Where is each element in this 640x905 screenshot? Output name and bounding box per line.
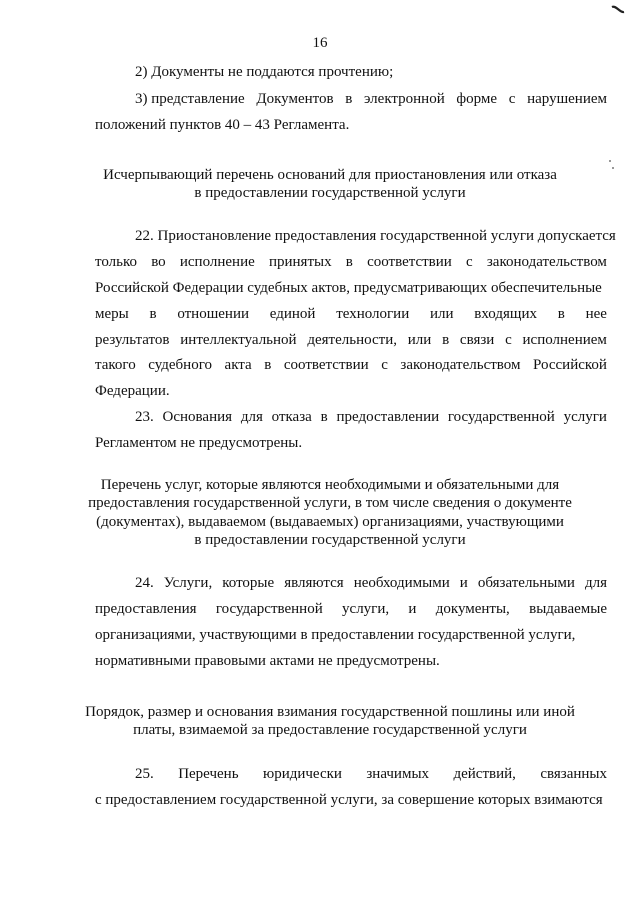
- word: акта: [224, 357, 252, 373]
- item-3-line-1: [135, 90, 607, 108]
- word: Документов: [256, 91, 334, 107]
- word: 24.: [135, 575, 154, 591]
- word: исполнение: [179, 254, 255, 270]
- word: документы,: [435, 601, 510, 617]
- word: соответствии: [283, 357, 369, 373]
- word: 25.: [135, 766, 154, 782]
- word: Российской: [533, 357, 607, 373]
- word: единой: [269, 306, 316, 322]
- word: интеллектуальной: [180, 332, 297, 348]
- paragraph-22-line-5: [95, 331, 607, 349]
- paragraph-22-line-7: Федерации.: [95, 383, 170, 399]
- paragraph-22-line-6: [95, 356, 607, 374]
- word: выдаваемые: [529, 601, 607, 617]
- word: которые: [222, 575, 275, 591]
- word: меры: [95, 306, 129, 322]
- scan-mark-icon: [610, 4, 626, 18]
- word: электронной: [364, 91, 445, 107]
- word: Перечень: [178, 766, 239, 782]
- paragraph-24-line-3: организациями, участвующими в предоставлении государственной услуги,: [95, 627, 576, 643]
- paragraph-22-line-3: Российской Федерации судебных актов, предусматривающих обеспечительные: [95, 280, 602, 296]
- word: в: [345, 91, 353, 107]
- word: в: [345, 254, 353, 270]
- word: законодательством: [400, 357, 521, 373]
- paragraph-24-line-4: нормативными правовыми актами не предусмотрены.: [95, 653, 440, 669]
- word: услуги: [563, 409, 607, 425]
- word: являются: [284, 575, 344, 591]
- word: для: [240, 409, 263, 425]
- word: с: [508, 91, 516, 107]
- word: в: [557, 306, 565, 322]
- word: такого: [95, 357, 136, 373]
- word: или: [407, 332, 432, 348]
- word: во: [151, 254, 166, 270]
- word: только: [95, 254, 138, 270]
- word: с: [381, 357, 388, 373]
- page-number: 16: [312, 35, 328, 51]
- word: с: [505, 332, 512, 348]
- word: форме: [456, 91, 498, 107]
- word: связи: [459, 332, 495, 348]
- word: действий,: [453, 766, 516, 782]
- word: или: [430, 306, 454, 322]
- word: предоставлении: [336, 409, 440, 425]
- paragraph-23-line-2: Регламентом не предусмотрены.: [95, 435, 303, 451]
- paragraph-25-line-1: [135, 765, 607, 783]
- word: отказа: [271, 409, 312, 425]
- word: и: [459, 575, 468, 591]
- word: технологии: [336, 306, 410, 322]
- paragraph-25-line-2: с предоставлением государственной услуги, за совершение которых взимаются: [95, 792, 603, 808]
- item-3-line-2: положений пунктов 40 – 43 Регламента.: [95, 117, 350, 133]
- word: услуги,: [342, 601, 390, 617]
- paragraph-24-line-1: [135, 574, 607, 592]
- word: деятельности,: [307, 332, 397, 348]
- word: 23.: [135, 409, 154, 425]
- word: в: [442, 332, 450, 348]
- word: предоставления: [95, 601, 197, 617]
- scan-speck: [612, 167, 614, 169]
- section-1-heading-line-1: Исчерпывающий перечень оснований для приостановления или отказа: [103, 167, 557, 183]
- word: отношении: [177, 306, 250, 322]
- word: Основания: [162, 409, 233, 425]
- paragraph-22-line-4: [95, 305, 607, 323]
- paragraph-23-line-1: [135, 408, 607, 426]
- word: принятых: [268, 254, 332, 270]
- word: государственной: [215, 601, 323, 617]
- section-2-heading-line-4: в предоставлении государственной услуги: [194, 532, 466, 548]
- word: обязательными: [477, 575, 575, 591]
- word: для: [584, 575, 607, 591]
- paragraph-22-line-2: [95, 253, 607, 271]
- section-1-heading-line-2: в предоставлении государственной услуги: [194, 185, 466, 201]
- word: Услуги,: [163, 575, 213, 591]
- word: соответствии: [367, 254, 452, 270]
- word: нарушением: [527, 91, 607, 107]
- word: государственной: [447, 409, 555, 425]
- word: юридически: [262, 766, 342, 782]
- item-2: 2) Документы не поддаются прочтению;: [135, 64, 394, 80]
- word: значимых: [366, 766, 430, 782]
- word: с: [466, 254, 473, 270]
- word: и: [408, 601, 417, 617]
- word: 3) представление: [135, 91, 245, 107]
- word: связанных: [540, 766, 607, 782]
- word: необходимыми: [353, 575, 450, 591]
- word: нее: [585, 306, 607, 322]
- word: в: [149, 306, 157, 322]
- section-2-heading-line-1: Перечень услуг, которые являются необходимыми и обязательными для: [100, 477, 560, 493]
- word: судебного: [148, 357, 212, 373]
- section-3-heading-line-1: Порядок, размер и основания взимания государственной пошлины или иной: [85, 704, 575, 720]
- section-2-heading-line-3: (документах), выдаваемом (выдаваемых) организациями, участвующими: [96, 514, 564, 530]
- word: в: [264, 357, 272, 373]
- word: законодательством: [486, 254, 607, 270]
- word: исполнением: [522, 332, 607, 348]
- section-3-heading-line-2: платы, взимаемой за предоставление государственной услуги: [133, 722, 527, 738]
- word: результатов: [95, 332, 170, 348]
- paragraph-24-line-2: [95, 600, 607, 618]
- word: в: [320, 409, 328, 425]
- scan-speck: [609, 160, 611, 162]
- section-2-heading-line-2: предоставления государственной услуги, в том числе сведения о документе: [88, 495, 572, 511]
- word: входящих: [474, 306, 537, 322]
- paragraph-22-line-1: 22. Приостановление предоставления государственной услуги допускается: [135, 228, 616, 244]
